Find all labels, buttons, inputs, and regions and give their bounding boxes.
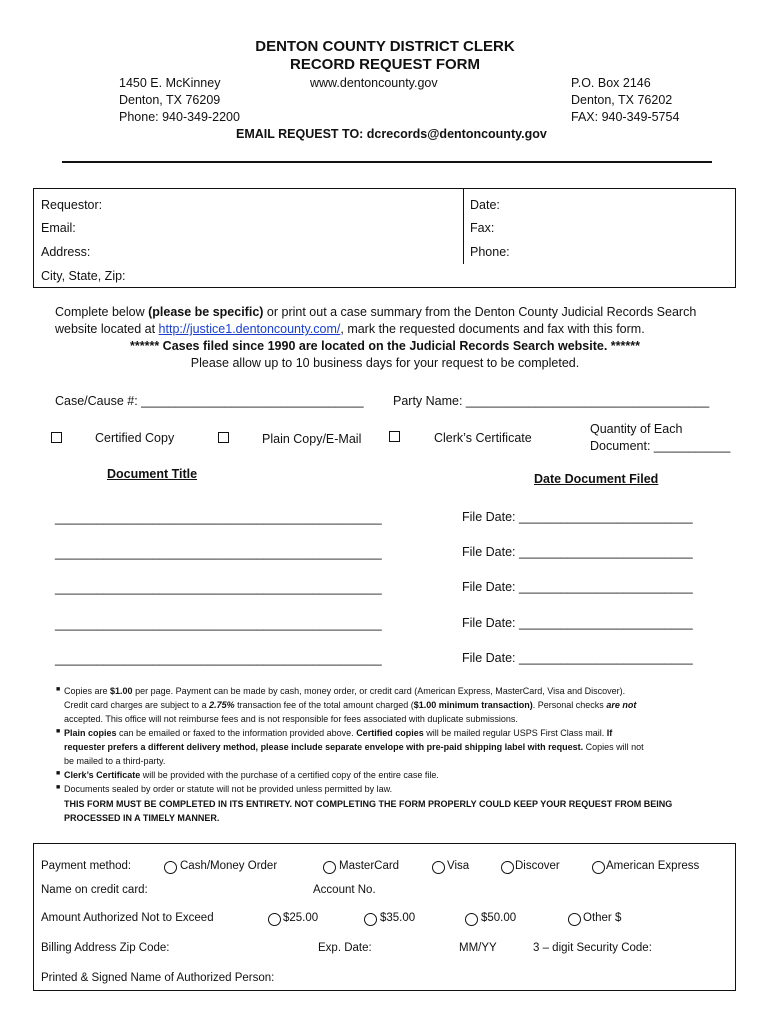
amount-50-label: $50.00 (481, 912, 517, 924)
clerks-certificate-checkbox[interactable] (389, 431, 400, 442)
authorized-signature-label[interactable]: Printed & Signed Name of Authorized Person: (41, 972, 275, 984)
mastercard-radio[interactable] (323, 861, 336, 874)
amount-50-radio[interactable] (465, 913, 478, 926)
amount-authorized-label: Amount Authorized Not to Exceed (41, 912, 214, 924)
date-filed-header: Date Document Filed (534, 472, 659, 486)
amount-other-label[interactable]: Other $ (583, 912, 622, 924)
cash-label: Cash/Money Order (180, 860, 278, 872)
visa-radio[interactable] (432, 861, 445, 874)
pobox-line2: Denton, TX 76202 (571, 93, 673, 107)
plain-copy-checkbox[interactable] (218, 432, 229, 443)
document-title-field[interactable]: _______________________________________________ (55, 617, 382, 631)
note-plain-line1: Plain copies can be emailed or faxed to the information provided above. Certified copies will be mailed regular USPS First Class mail. If (64, 728, 613, 738)
city-state-zip-label[interactable]: City, State, Zip: (41, 269, 126, 283)
name-on-card-label[interactable]: Name on credit card: (41, 884, 148, 896)
instructions-line3: ****** Cases filed since 1990 are located on the Judicial Records Search website. ****** (130, 339, 640, 353)
instructions-line2: website located at http://justice1.dentoncounty.com/, mark the requested documents and fax with this form. (55, 322, 645, 336)
file-date-field[interactable]: File Date: _________________________ (462, 545, 693, 559)
bullet-icon: ■ (56, 686, 61, 693)
amount-35-label: $35.00 (380, 912, 416, 924)
requestor-label[interactable]: Requestor: (41, 198, 103, 212)
file-date-field[interactable]: File Date: _________________________ (462, 580, 693, 594)
judicial-search-link[interactable]: http://justice1.dentoncounty.com/ (158, 322, 341, 336)
note-warning-line1: THIS FORM MUST BE COMPLETED IN ITS ENTIRETY. NOT COMPLETING THE FORM PROPERLY COULD KEEP YOUR REQUEST FROM BEING (64, 799, 673, 809)
pobox-line1: P.O. Box 2146 (571, 76, 651, 90)
instructions-line4: Please allow up to 10 business days for your request to be completed. (190, 356, 580, 370)
bullet-icon: ■ (56, 728, 61, 735)
document-title-field[interactable]: _______________________________________________ (55, 652, 382, 666)
security-code-label[interactable]: 3 – digit Security Code: (533, 942, 652, 954)
email-label[interactable]: Email: (41, 221, 76, 235)
note-certificate: Clerk’s Certificate will be provided with the purchase of a certified copy of the entire case file. (64, 770, 439, 780)
amount-other-radio[interactable] (568, 913, 581, 926)
visa-label: Visa (447, 860, 470, 872)
file-date-field[interactable]: File Date: _________________________ (462, 616, 693, 630)
discover-label: Discover (515, 860, 560, 872)
website: www.dentoncounty.gov (310, 76, 438, 90)
fax-label[interactable]: Fax: (470, 221, 495, 235)
document-title-field[interactable]: _______________________________________________ (55, 511, 382, 525)
note-warning-line2: PROCESSED IN A TIMELY MANNER. (64, 813, 220, 823)
requestor-box-divider (463, 188, 464, 264)
amount-25-label: $25.00 (283, 912, 319, 924)
date-label[interactable]: Date: (470, 198, 500, 212)
bullet-icon: ■ (56, 784, 61, 791)
exp-date-label[interactable]: Exp. Date: (318, 942, 372, 954)
document-title-header: Document Title (107, 467, 198, 481)
instructions-line1: Complete below (please be specific) or print out a case summary from the Denton County Judicial Records Search (55, 305, 697, 319)
plain-copy-label: Plain Copy/E-Mail (262, 432, 362, 446)
note-copies-line1: Copies are $1.00 per page. Payment can be made by cash, money order, or credit card (American Express, MasterCard, Visa and Discover). (64, 686, 626, 696)
quantity-field[interactable]: Document: ___________ (590, 439, 731, 453)
phone-label[interactable]: Phone: (470, 245, 510, 259)
case-number-field[interactable]: Case/Cause #: ________________________________ (55, 394, 364, 408)
office-phone: Phone: 940-349-2200 (119, 110, 240, 124)
amount-25-radio[interactable] (268, 913, 281, 926)
account-number-label[interactable]: Account No. (313, 884, 376, 896)
header-divider (62, 161, 712, 163)
amount-35-radio[interactable] (364, 913, 377, 926)
amex-radio[interactable] (592, 861, 605, 874)
billing-zip-label[interactable]: Billing Address Zip Code: (41, 942, 170, 954)
document-title-field[interactable]: _______________________________________________ (55, 546, 382, 560)
party-name-field[interactable]: Party Name: ___________________________________ (393, 394, 710, 408)
note-plain-line2: requester prefers a different delivery method, please include separate envelope with pre-paid shipping label with request. Copies will not (64, 742, 644, 752)
form-title: DENTON COUNTY DISTRICT CLERK (255, 38, 515, 55)
note-sealed: Documents sealed by order or statute will not be provided unless permitted by law. (64, 784, 393, 794)
document-title-field[interactable]: _______________________________________________ (55, 581, 382, 595)
note-copies-line2: Credit card charges are subject to a 2.75% transaction fee of the total amount charged ($1.00 minimum transaction). Personal checks are not (64, 700, 637, 710)
mastercard-label: MasterCard (339, 860, 400, 872)
email-request: EMAIL REQUEST TO: dcrecords@dentoncounty.gov (236, 127, 547, 141)
office-address-line1: 1450 E. McKinney (119, 76, 221, 90)
certified-copy-checkbox[interactable] (51, 432, 62, 443)
office-address-line2: Denton, TX 76209 (119, 93, 221, 107)
quantity-label: Quantity of Each (590, 422, 683, 436)
bullet-icon: ■ (56, 770, 61, 777)
cash-radio[interactable] (164, 861, 177, 874)
note-plain-line3: be mailed to a third-party. (64, 756, 166, 766)
note-copies-line3: accepted. This office will not reimburse fees and is not responsible for fees associated with duplicate submissions. (64, 714, 518, 724)
form-subtitle: RECORD REQUEST FORM (289, 56, 480, 73)
address-label[interactable]: Address: (41, 245, 91, 259)
clerks-certificate-label: Clerk’s Certificate (434, 431, 532, 445)
payment-method-label: Payment method: (41, 860, 132, 872)
certified-copy-label: Certified Copy (95, 431, 175, 445)
requestor-box (33, 188, 736, 288)
file-date-field[interactable]: File Date: _________________________ (462, 510, 693, 524)
office-fax: FAX: 940-349-5754 (571, 110, 680, 124)
amex-label: American Express (606, 860, 700, 872)
file-date-field[interactable]: File Date: _________________________ (462, 651, 693, 665)
discover-radio[interactable] (501, 861, 514, 874)
exp-date-format: MM/YY (459, 942, 497, 954)
